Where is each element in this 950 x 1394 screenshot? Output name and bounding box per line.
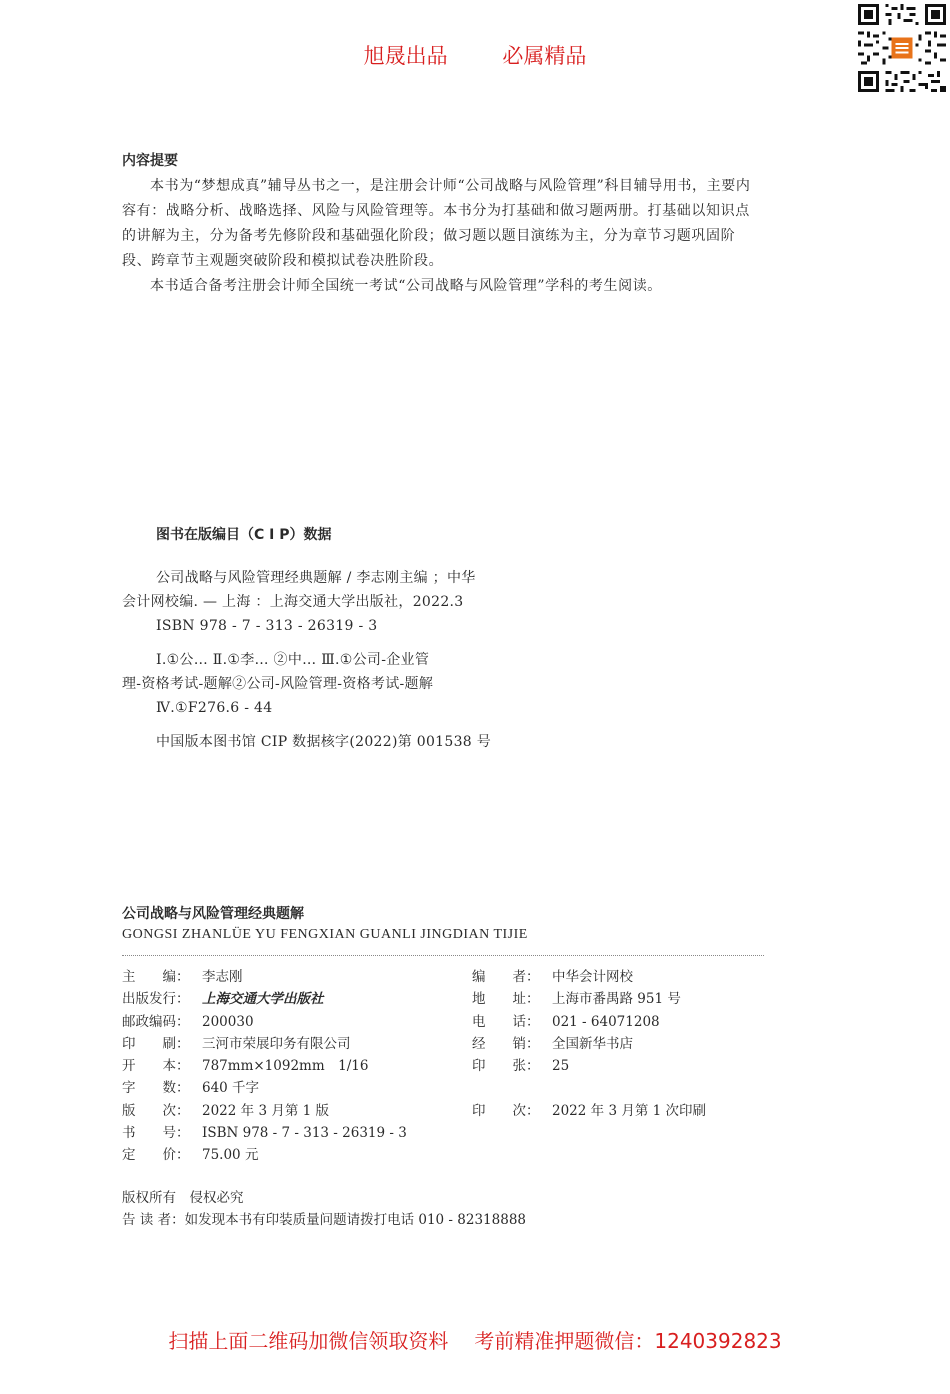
cip-line: 中国版本图书馆 CIP 数据核字(2022)第 001538 号 [156, 734, 492, 750]
info-value: 2022 年 3 月第 1 版 [202, 1102, 329, 1119]
summary-body [122, 174, 762, 299]
footer-right-text: 考前精准押题微信：1240392823 [474, 1329, 782, 1353]
info-value: 上海市番禺路 951 号 [552, 991, 681, 1008]
promo-banner [0, 40, 950, 70]
info-value: 2022 年 3 月第 1 次印刷 [552, 1102, 706, 1119]
info-label: 出版发行： [122, 991, 190, 1008]
info-value: 三河市荣展印务有限公司 [202, 1035, 351, 1052]
copyright-line: 版权所有 侵权必究 [122, 1190, 244, 1206]
cip-gap [122, 638, 562, 648]
summary-paragraph: 本书适合备考注册会计师全国统一考试“公司战略与风险管理”学科的考生阅读。 [150, 278, 662, 294]
info-value: 640 千字 [202, 1080, 260, 1097]
cip-line: 会计网校编. — 上海 ：上海交通大学出版社，2022.3 [122, 594, 464, 610]
info-row [122, 1100, 772, 1122]
info-value: 李志刚 [202, 969, 243, 985]
banner-right-text: 必属精品 [502, 44, 587, 68]
summary-heading: 内容提要 [122, 153, 178, 169]
info-label: 印 次： [472, 1102, 540, 1119]
book-title: 公司战略与风险管理经典题解 [122, 906, 304, 922]
cip-line: Ⅰ.①公… Ⅱ.①李… ②中… Ⅲ.①公司-企业管 [156, 652, 430, 668]
info-label: 书 号： [122, 1125, 190, 1142]
info-value: 75.00 元 [202, 1147, 259, 1164]
info-label: 版 次： [122, 1102, 190, 1119]
footer-left-text: 扫描上面二维码加微信领取资料 [168, 1329, 449, 1353]
cip-gap [122, 720, 562, 730]
summary-paragraph: 本书为“梦想成真”辅导丛书之一，是注册会计师“公司战略与风险管理”科目辅导用书，主要内容有：战略分析、战略选择、风险与风险管理等。本书分为打基础和做习题两册。打基础以知识点的讲解为主，分为备考先修阶段和基础强化阶段；做习题以题目演练为主，分为章节习题巩固阶段、跨章节主观题突破阶段和模拟试卷决胜阶段。 [122, 178, 751, 269]
cip-line: Ⅳ.①F276.6 - 44 [156, 700, 273, 716]
info-label: 印 刷： [122, 1035, 190, 1052]
cip-block [122, 566, 562, 754]
info-row [122, 1077, 772, 1099]
info-row [122, 1033, 772, 1055]
info-label: 开 本： [122, 1058, 190, 1075]
promo-footer [0, 1325, 950, 1354]
copyright-block [122, 1187, 526, 1231]
info-row [122, 1011, 772, 1033]
info-row [122, 1055, 772, 1077]
info-label: 印 张： [472, 1058, 540, 1075]
info-label: 主 编： [122, 969, 190, 985]
info-value: 200030 [202, 1013, 254, 1030]
cip-line: 公司战略与风险管理经典题解 / 李志刚主编 ；中华 [156, 570, 476, 586]
publisher-logotype: 上海交通大学出版社 [202, 991, 324, 1008]
info-row [122, 1144, 772, 1166]
info-value: 021 - 64071208 [552, 1013, 660, 1030]
info-value: ISBN 978 - 7 - 313 - 26319 - 3 [202, 1125, 407, 1142]
info-row [122, 966, 772, 988]
reader-notice: 告 读 者：如发现本书有印装质量问题请拨打电话 010 - 82318888 [122, 1212, 526, 1228]
info-value: 全国新华书店 [552, 1035, 633, 1052]
info-row [122, 1122, 772, 1144]
info-label: 地 址： [472, 991, 540, 1008]
cip-line: 理-资格考试-题解②公司-风险管理-资格考试-题解 [122, 676, 434, 692]
info-label: 编 者： [472, 969, 540, 985]
cip-heading: 图书在版编目（C I P）数据 [156, 527, 332, 543]
info-row [122, 988, 772, 1010]
book-pinyin: GONGSI ZHANLÜE YU FENGXIAN GUANLI JINGDIAN TIJIE [122, 927, 528, 942]
info-value: 中华会计网校 [552, 969, 633, 985]
info-label: 定 价： [122, 1147, 190, 1164]
divider [122, 955, 764, 956]
info-label: 字 数： [122, 1080, 190, 1097]
info-value: 25 [552, 1058, 570, 1075]
info-label: 邮政编码： [122, 1013, 190, 1030]
info-label: 经 销： [472, 1035, 540, 1052]
publication-info [122, 966, 772, 1167]
info-label: 电 话： [472, 1013, 540, 1030]
info-value: 787mm×1092mm 1/16 [202, 1058, 369, 1075]
qr-code-icon[interactable] [858, 4, 946, 92]
cip-line: ISBN 978 - 7 - 313 - 26319 - 3 [156, 618, 378, 634]
banner-left-text: 旭晟出品 [363, 44, 448, 68]
